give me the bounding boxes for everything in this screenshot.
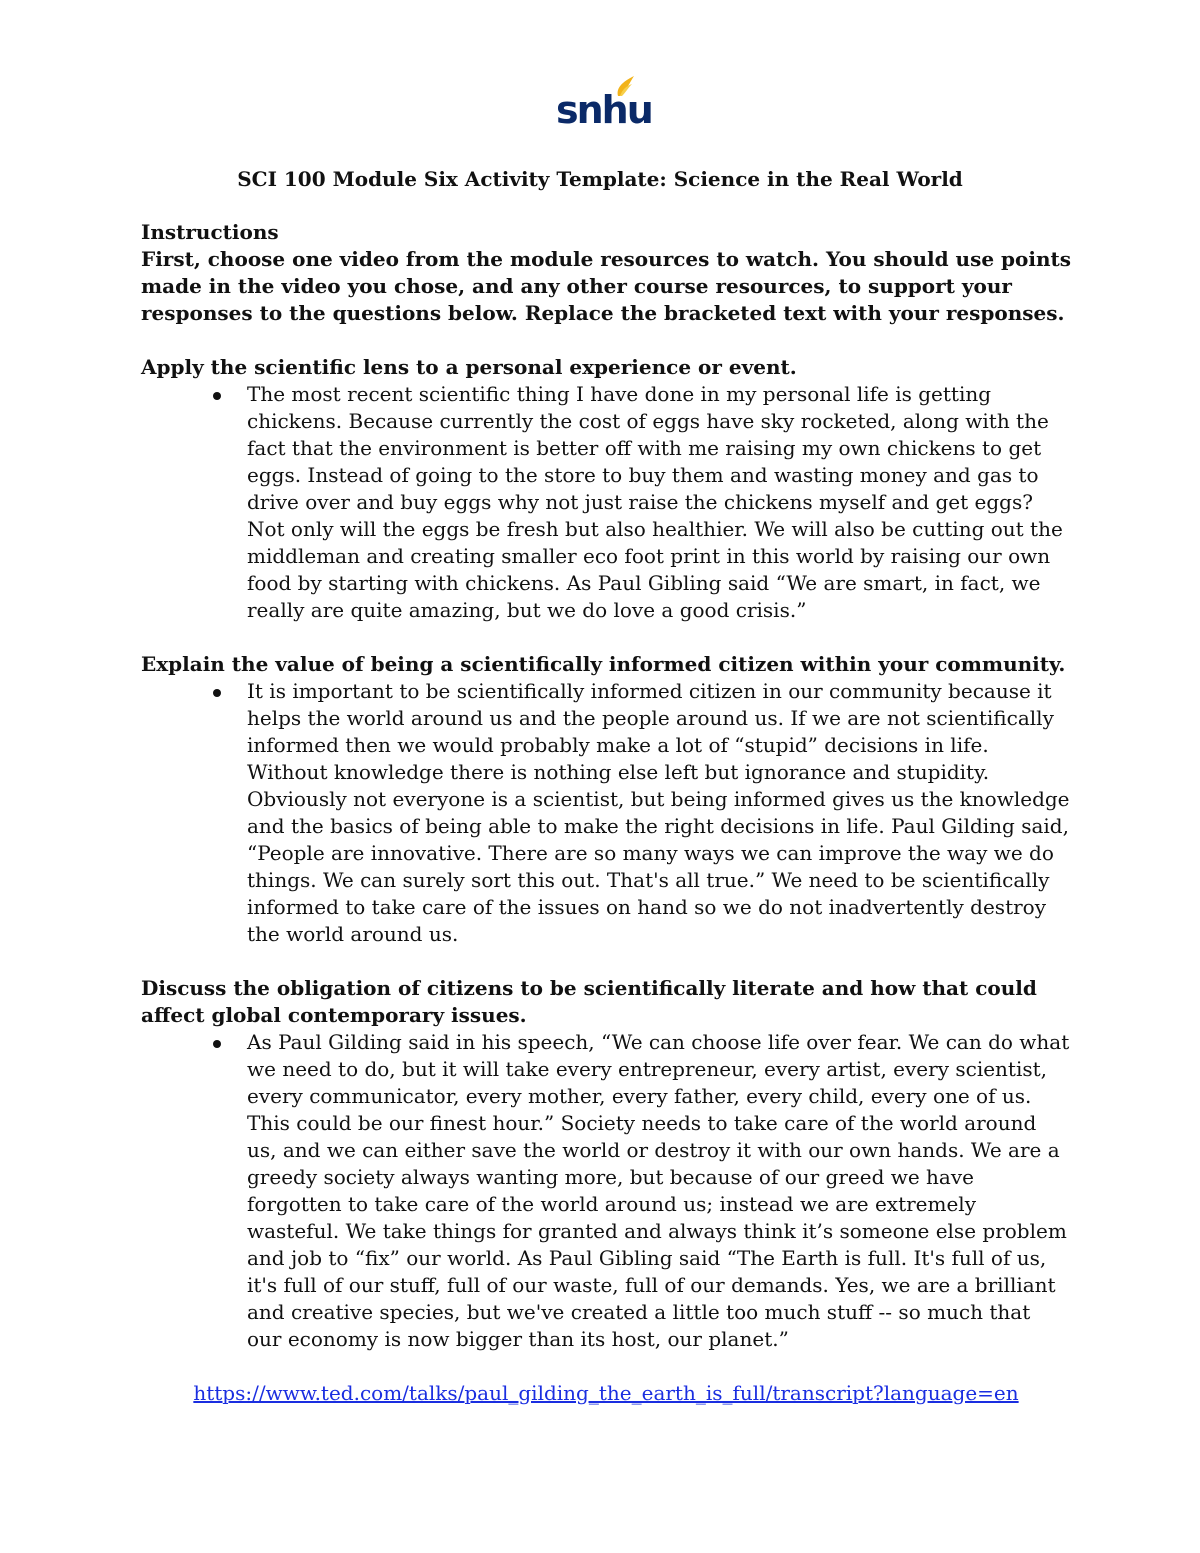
answer-1-text: The most recent scientific thing I have done in my personal life is getting chickens. Because currently the cost of eggs have sky rocketed, along with the fact that the environment is better off with me raising my own chickens to get eggs. Instead of going to the store to buy them and wasting money and gas to drive over and buy eggs why not just raise the chickens myself and get eggs? Not only will the eggs be fresh but also healthier. We will also be cutting out the middleman and creating smaller eco foot print in this world by raising our own food by starting with chickens. As Paul Gibling said “We are smart, in fact, we really are quite amazing, but we do love a good crisis.” bbox=[247, 382, 1063, 622]
question-1: Apply the scientific lens to a personal experience or event. bbox=[141, 355, 797, 379]
document-title: SCI 100 Module Six Activity Template: Science in the Real World bbox=[237, 167, 963, 191]
bullet-icon bbox=[213, 1040, 221, 1048]
answer-list-2 bbox=[141, 678, 1071, 948]
instructions-text: First, choose one video from the module resources to watch. You should use points made in the video you chose, and any other course resources, to support your responses to the questions below. Replace the bracketed text with your responses. bbox=[141, 247, 1072, 325]
ted-transcript-link[interactable]: https://www.ted.com/talks/paul_gilding_the_earth_is_full/transcript?language=en bbox=[193, 1381, 1019, 1405]
logo-text: snhu bbox=[556, 88, 652, 132]
document-body bbox=[141, 219, 1071, 1407]
answer-list-3 bbox=[141, 1029, 1071, 1353]
answer-3 bbox=[141, 1029, 1071, 1353]
instructions-heading: Instructions bbox=[141, 220, 279, 244]
bullet-icon bbox=[213, 689, 221, 697]
answer-2 bbox=[141, 678, 1071, 948]
snhu-logo bbox=[556, 74, 652, 132]
question-3: Discuss the obligation of citizens to be scientifically literate and how that could affect global contemporary issues. bbox=[141, 976, 1037, 1027]
link-container bbox=[141, 1380, 1071, 1407]
answer-2-text: It is important to be scientifically informed citizen in our community because it helps the world around us and the people around us. If we are not scientifically informed then we would probably make a lot of “stupid” decisions in life. Without knowledge there is nothing else left but ignorance and stupidity. Obviously not everyone is a scientist, but being informed gives us the knowledge and the basics of being able to make the right decisions in life. Paul Gilding said, “People are innovative. There are so many ways we can improve the way we do things. We can surely sort this out. That's all true.” We need to be scientifically informed to take care of the issues on hand so we do not inadvertently destroy the world around us. bbox=[247, 679, 1070, 946]
answer-3-text: As Paul Gilding said in his speech, “We can choose life over fear. We can do what we need to do, but it will take every entrepreneur, every artist, every scientist, every communicator, every mother, every father, every child, every one of us. This could be our finest hour.” Society needs to take care of the world around us, and we can either save the world or destroy it with our own hands. We are a greedy society always wanting more, but because of our greed we have forgotten to take care of the world around us; instead we are extremely wasteful. We take things for granted and always think it’s someone else problem and job to “fix” our world. As Paul Gibling said “The Earth is full. It's full of us, it's full of our stuff, full of our waste, full of our demands. Yes, we are a brilliant and creative species, but we've created a little too much stuff -- so much that our economy is now bigger than its host, our planet.” bbox=[247, 1030, 1070, 1351]
bullet-icon bbox=[213, 392, 221, 400]
answer-list-1 bbox=[141, 381, 1071, 624]
answer-1 bbox=[141, 381, 1071, 624]
question-2: Explain the value of being a scientifically informed citizen within your community. bbox=[141, 652, 1066, 676]
